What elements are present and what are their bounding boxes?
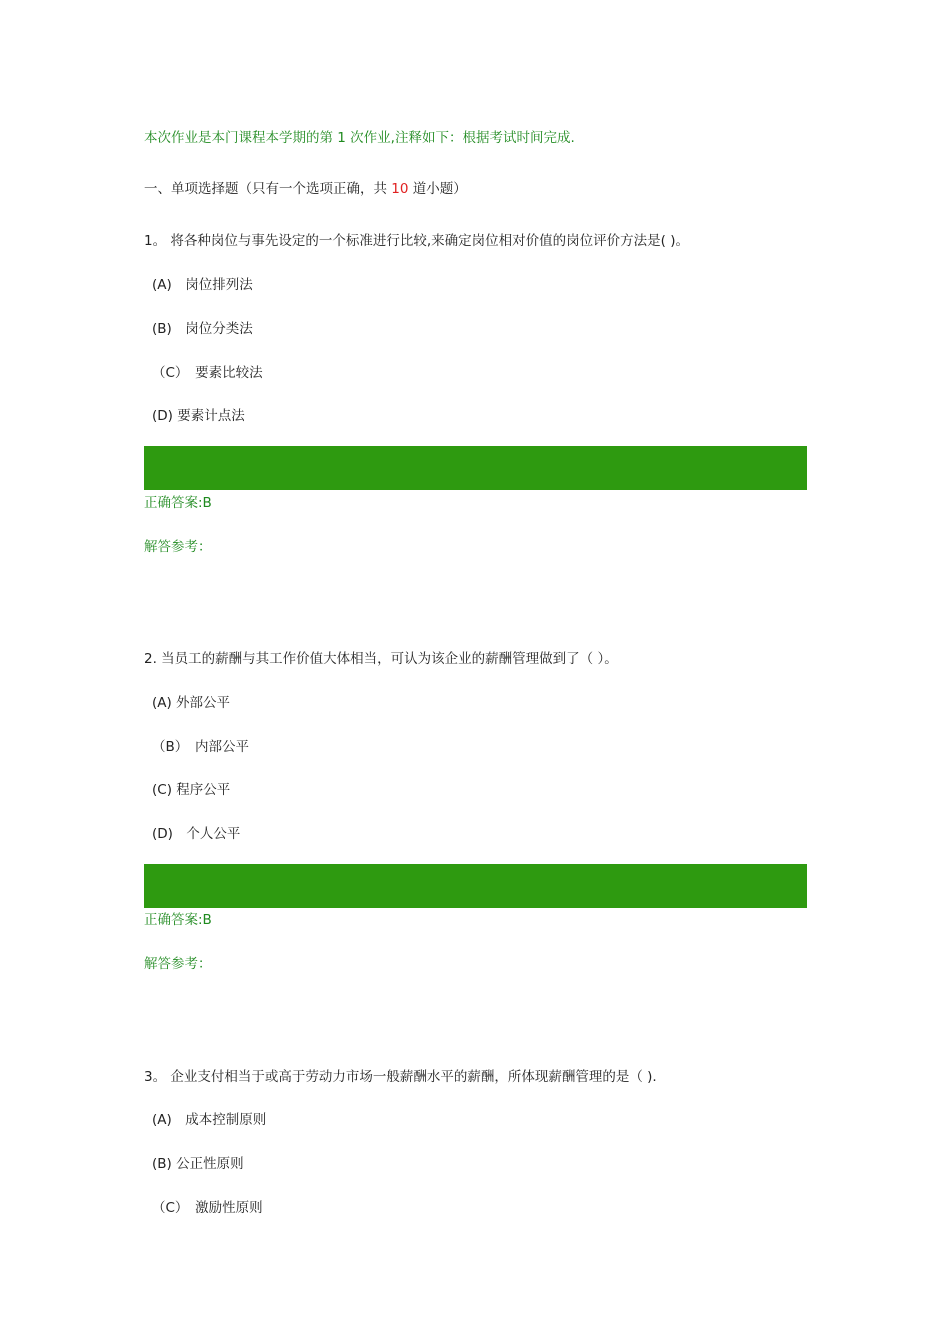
question-2-option-a: (A) 外部公平 xyxy=(152,695,231,711)
question-2-option-d: (D) 个人公平 xyxy=(152,826,241,842)
intro-note: 本次作业是本门课程本学期的第 1 次作业,注释如下：根据考试时间完成. xyxy=(144,130,575,146)
question-2-option-c: (C) 程序公平 xyxy=(152,782,231,798)
question-2-reference: 解答参考： xyxy=(144,956,212,972)
question-1-option-a: (A) 岗位排列法 xyxy=(152,277,253,293)
answer-bar-2 xyxy=(144,864,807,908)
question-1-option-b: (B) 岗位分类法 xyxy=(152,321,253,337)
question-2-option-b: （B） 内部公平 xyxy=(152,739,250,755)
question-1-answer: 正确答案:B xyxy=(144,495,212,511)
question-3-option-a: (A) 成本控制原则 xyxy=(152,1112,267,1128)
question-1-option-d: (D) 要素计点法 xyxy=(152,408,245,424)
section-heading-suffix: 道小题） xyxy=(408,181,467,197)
question-2-answer: 正确答案:B xyxy=(144,912,212,928)
question-1-stem: 1。 将各种岗位与事先设定的一个标准进行比较,来确定岗位相对价值的岗位评价方法是( )。 xyxy=(144,233,689,249)
answer-bar-1 xyxy=(144,446,807,490)
section-heading-prefix: 一、单项选择题（只有一个选项正确，共 xyxy=(144,181,392,197)
section-heading xyxy=(144,179,467,199)
question-2-stem: 2. 当员工的薪酬与其工作价值大体相当，可认为该企业的薪酬管理做到了（ ）。 xyxy=(144,651,618,667)
question-3-option-c: （C） 激励性原则 xyxy=(152,1200,263,1216)
question-3-option-b: (B) 公正性原则 xyxy=(152,1156,244,1172)
question-1-reference: 解答参考： xyxy=(144,539,212,555)
question-1-option-c: （C） 要素比较法 xyxy=(152,365,263,381)
question-3-stem: 3。 企业支付相当于或高于劳动力市场一般薪酬水平的薪酬，所体现薪酬管理的是（ ). xyxy=(144,1069,657,1085)
question-count: 10 xyxy=(391,181,409,197)
